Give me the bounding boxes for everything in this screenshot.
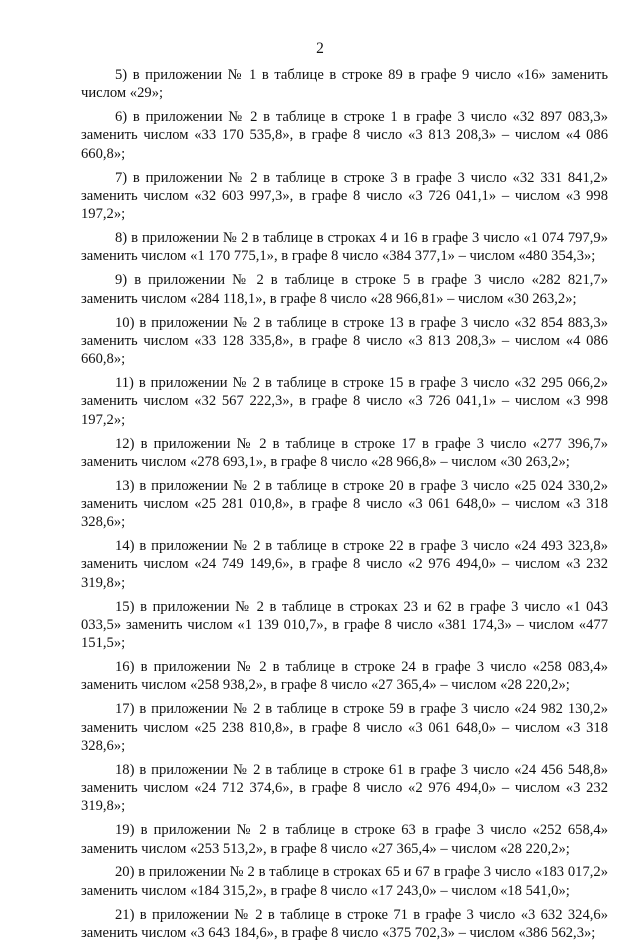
amendment-item: 9) в приложении № 2 в таблице в строке 5 в графе 3 число «282 821,7» заменить числом «284 118,1», в графе 8 число «28 966,81» – числом «30 263,2»; [81, 272, 608, 307]
amendment-item: 20) в приложении № 2 в таблице в строках 65 и 67 в графе 3 число «183 017,2» заменить числом «184 315,2», в графе 8 число «17 243,0» – числом «18 541,0»; [81, 864, 608, 899]
amendment-item: 19) в приложении № 2 в таблице в строке 63 в графе 3 число «252 658,4» заменить числом «253 513,2», в графе 8 число «27 365,4» – числом «28 220,2»; [81, 822, 608, 857]
amendment-item: 13) в приложении № 2 в таблице в строке 20 в графе 3 число «25 024 330,2» заменить числом «25 281 010,8», в графе 8 число «3 061 648,0» – числом «3 318 328,6»; [81, 477, 608, 531]
page-number: 2 [316, 40, 324, 57]
amendment-item: 7) в приложении № 2 в таблице в строке 3 в графе 3 число «32 331 841,2» заменить числом «32 603 997,3», в графе 8 число «3 726 041,1» – числом «3 998 197,2»; [81, 169, 608, 223]
amendment-item: 21) в приложении № 2 в таблице в строке 71 в графе 3 число «3 632 324,6» заменить числом «3 643 184,6», в графе 8 число «375 702,3» – числом «386 562,3»; [81, 906, 608, 941]
amendment-item: 15) в приложении № 2 в таблице в строках 23 и 62 в графе 3 число «1 043 033,5» заменить числом «1 139 010,7», в графе 8 число «381 174,3» – числом «477 151,5»; [81, 598, 608, 652]
amendment-item: 5) в приложении № 1 в таблице в строке 89 в графе 9 число «16» заменить числом «29»; [81, 67, 608, 102]
amendment-item: 8) в приложении № 2 в таблице в строках 4 и 16 в графе 3 число «1 074 797,9» заменить числом «1 170 775,1», в графе 8 число «384 377,1» – числом «480 354,3»; [81, 230, 608, 265]
amendment-item: 16) в приложении № 2 в таблице в строке 24 в графе 3 число «258 083,4» заменить числом «258 938,2», в графе 8 число «27 365,4» – числом «28 220,2»; [81, 659, 608, 694]
amendment-item: 14) в приложении № 2 в таблице в строке 22 в графе 3 число «24 493 323,8» заменить числом «24 749 149,6», в графе 8 число «2 976 494,0» – числом «3 232 319,8»; [81, 538, 608, 591]
amendment-item: 6) в приложении № 2 в таблице в строке 1 в графе 3 число «32 897 083,3» заменить числом «33 170 535,8», в графе 8 число «3 813 208,3» – числом «4 086 660,8»; [81, 109, 608, 162]
amendment-list [81, 66, 608, 948]
amendment-item: 12) в приложении № 2 в таблице в строке 17 в графе 3 число «277 396,7» заменить числом «278 693,1», в графе 8 число «28 966,8» – числом «30 263,2»; [81, 435, 608, 470]
amendment-item: 18) в приложении № 2 в таблице в строке 61 в графе 3 число «24 456 548,8» заменить числом «24 712 374,6», в графе 8 число «2 976 494,0» – числом «3 232 319,8»; [81, 761, 608, 815]
amendment-item: 11) в приложении № 2 в таблице в строке 15 в графе 3 число «32 295 066,2» заменить числом «32 567 222,3», в графе 8 число «3 726 041,1» – числом «3 998 197,2»; [81, 375, 608, 428]
amendment-item: 10) в приложении № 2 в таблице в строке 13 в графе 3 число «32 854 883,3» заменить числом «33 128 335,8», в графе 8 число «3 813 208,3» – числом «4 086 660,8»; [81, 314, 608, 368]
amendment-item: 17) в приложении № 2 в таблице в строке 59 в графе 3 число «24 982 130,2» заменить числом «25 238 810,8», в графе 8 число «3 061 648,0» – числом «3 318 328,6»; [81, 701, 608, 754]
